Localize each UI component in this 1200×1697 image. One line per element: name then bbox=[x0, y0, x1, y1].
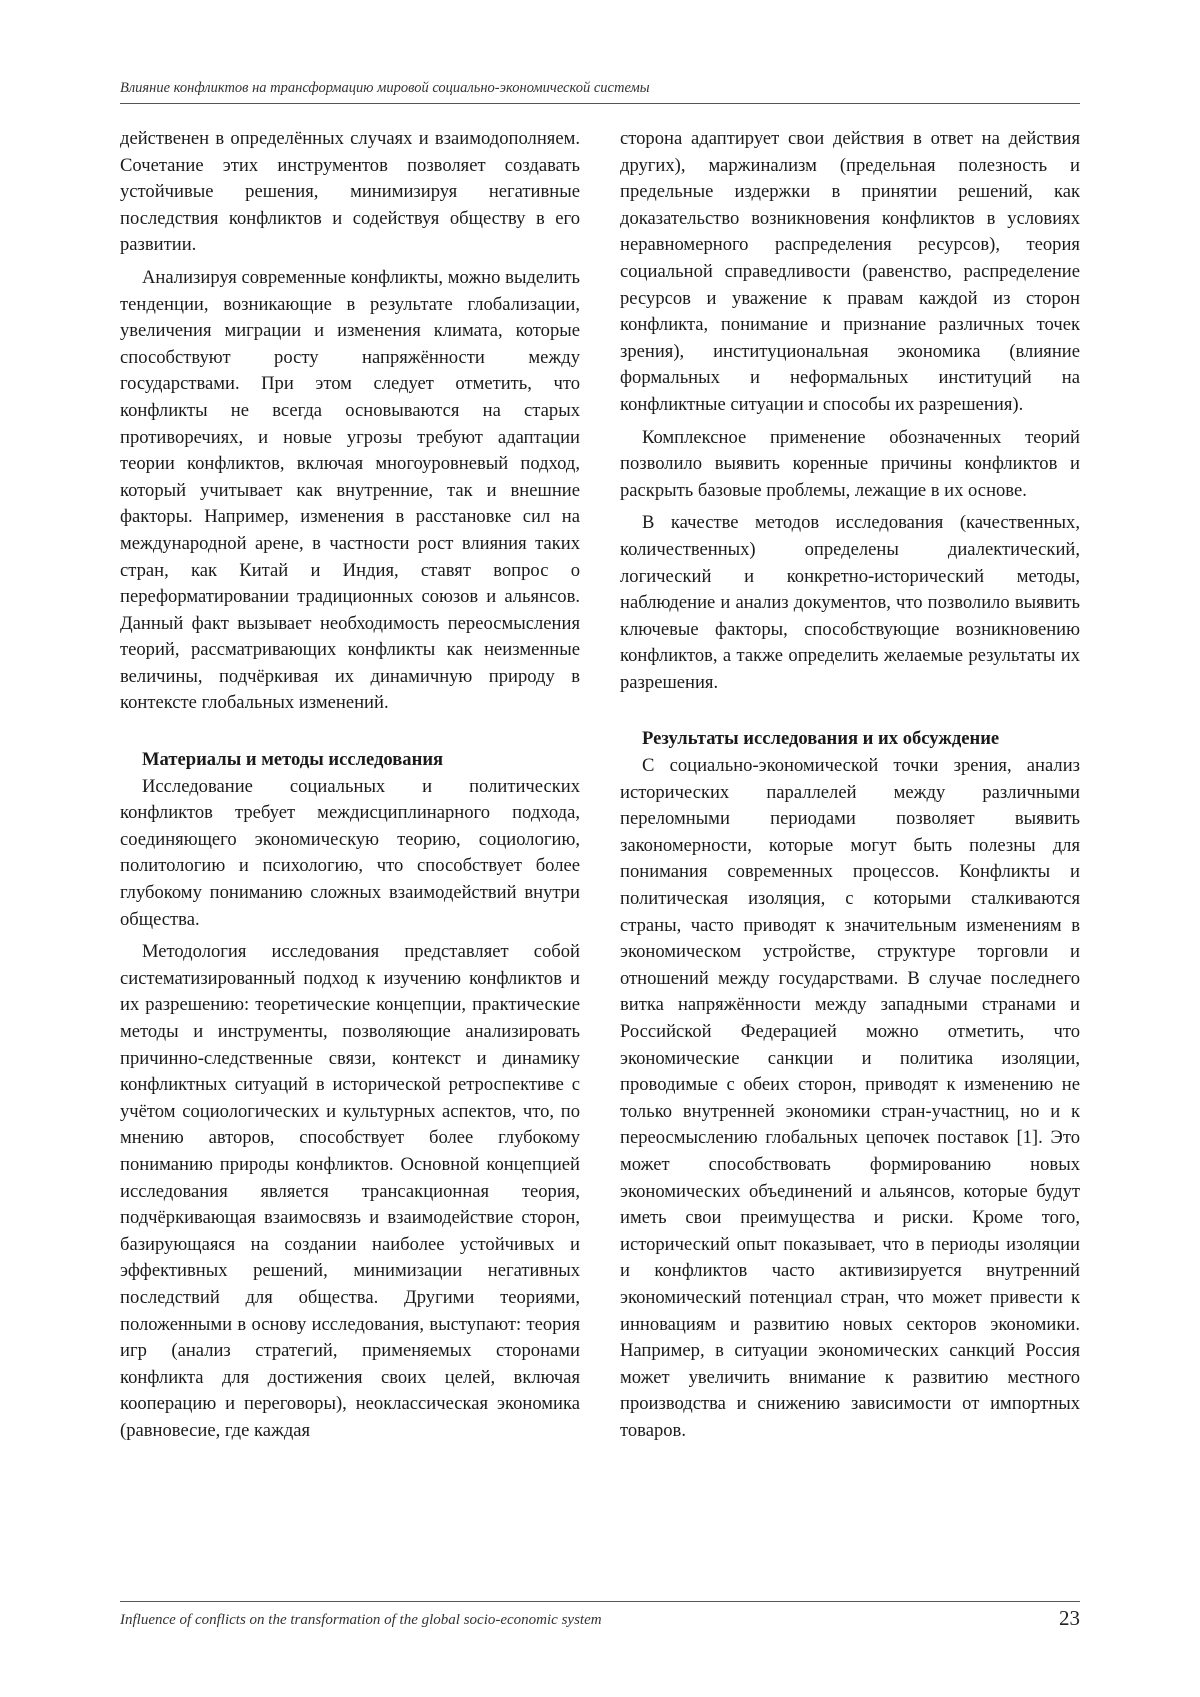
right-column bbox=[620, 126, 1080, 1451]
section-heading-materials: Материалы и методы исследования bbox=[142, 749, 444, 771]
header-divider bbox=[120, 103, 1080, 104]
left-column bbox=[120, 126, 580, 1451]
paragraph: сторона адаптирует свои действия в ответ на действия других), маржинализм (предельная полезность и предельные издержки в принятии решений, как доказательство возникновения конфликтов в условиях неравномерного распределения ресурсов), теория социальной справедливости (равенство, распределение ресурсов и уважение к правам каждой из сторон конфликта, понимание и признание различных точек зрения), институциональная экономика (влияние формальных и неформальных институций на конфликтные ситуации и способы их разрешения). bbox=[620, 128, 1080, 415]
paragraph: В качестве методов исследования (качественных, количественных) определены диалектический, логический и конкретно-исторический методы, наблюдение и анализ документов, что позволило выявить ключевые факторы, способствующие возникновению конфликтов, а также определить желаемые результаты их разрешения. bbox=[620, 512, 1080, 693]
paragraph: Анализируя современные конфликты, можно выделить тенденции, возникающие в результате глобализации, увеличения миграции и изменения климата, которые способствуют росту напряжённости между государствами. При этом следует отметить, что конфликты не всегда основываются на старых противоречиях, и новые угрозы требуют адаптации теории конфликтов, включая многоуровневый подход, который учитывает как внутренние, так и внешние факторы. Например, изменения в расстановке сил на международной арене, в частности рост влияния таких стран, как Китай и Индия, ставят вопрос о переформатировании традиционных союзов и альянсов. Данный факт вызывает необходимость переосмысления теорий, рассматривающих конфликты как неизменные величины, подчёркивая их динамичную природу в контексте глобальных изменений. bbox=[120, 266, 580, 714]
running-header: Влияние конфликтов на трансформацию мировой социально-экономической системы bbox=[120, 80, 650, 96]
paragraph: Комплексное применение обозначенных теорий позволило выявить коренные причины конфликтов и раскрыть базовые проблемы, лежащие в их основе. bbox=[620, 426, 1080, 501]
section-heading-results: Результаты исследования и их обсуждение bbox=[642, 728, 1000, 750]
page-number: 23 bbox=[1059, 1606, 1080, 1630]
paragraph: Методология исследования представляет собой систематизированный подход к изучению конфликтов и их разрешению: теоретические концепции, практические методы и инструменты, позволяющие анализировать причинно-следственные связи, контекст и динамику конфликтных ситуаций в исторической ретроспективе с учётом социологических и культурных аспектов, что, по мнению авторов, способствует более глубокому пониманию природы конфликтов. Основной концепцией исследования является трансакционная теория, подчёркивающая взаимосвязь и взаимодействие сторон, базирующаяся на создании наиболее устойчивых и эффективных решений, минимизации негативных последствий для общества. Другими теориями, положенными в основу исследования, выступают: теория игр (анализ стратегий, применяемых сторонами конфликта для достижения своих целей, включая кооперацию и переговоры), неоклассическая экономика (равновесие, где каждая bbox=[120, 941, 580, 1441]
paragraph: С социально-экономической точки зрения, анализ исторических параллелей между различными переломными периодами позволяет выявить закономерности, которые могут быть полезны для понимания современных процессов. Конфликты и политическая изоляция, с которыми сталкиваются страны, часто приводят к значительным изменениям в экономическом устройстве, структуре торговли и отношений между государствами. В случае последнего витка напряжённости между западными странами и Российской Федерацией можно отметить, что экономические санкции и политика изоляции, проводимые с обеих сторон, приводят к изменению не только внутренней экономики стран-участниц, но и к переосмыслению глобальных цепочек поставок [1]. Это может способствовать формированию новых экономических объединений и альянсов, которые будут иметь свои преимущества и риски. Кроме того, исторический опыт показывает, что в периоды изоляции и конфликтов часто активизируется внутренний экономический потенциал стран, что может привести к инновациям и развитию новых секторов экономики. Например, в ситуации экономических санкций Россия может увеличить внимание к развитию местного производства и снижению зависимости от импортных товаров. bbox=[620, 755, 1080, 1441]
paragraph: действенен в определённых случаях и взаимодополняем. Сочетание этих инструментов позволяет создавать устойчивые решения, минимизируя негативные последствия конфликтов и содействуя обществу в его развитии. bbox=[120, 128, 580, 256]
running-footer: Influence of conflicts on the transformation of the global socio-economic system bbox=[120, 1612, 602, 1628]
footer-divider bbox=[120, 1601, 1080, 1602]
paragraph: Исследование социальных и политических конфликтов требует междисциплинарного подхода, соединяющего экономическую теорию, социологию, политологию и психологию, что способствует более глубокому пониманию сложных взаимодействий внутри общества. bbox=[120, 775, 580, 930]
